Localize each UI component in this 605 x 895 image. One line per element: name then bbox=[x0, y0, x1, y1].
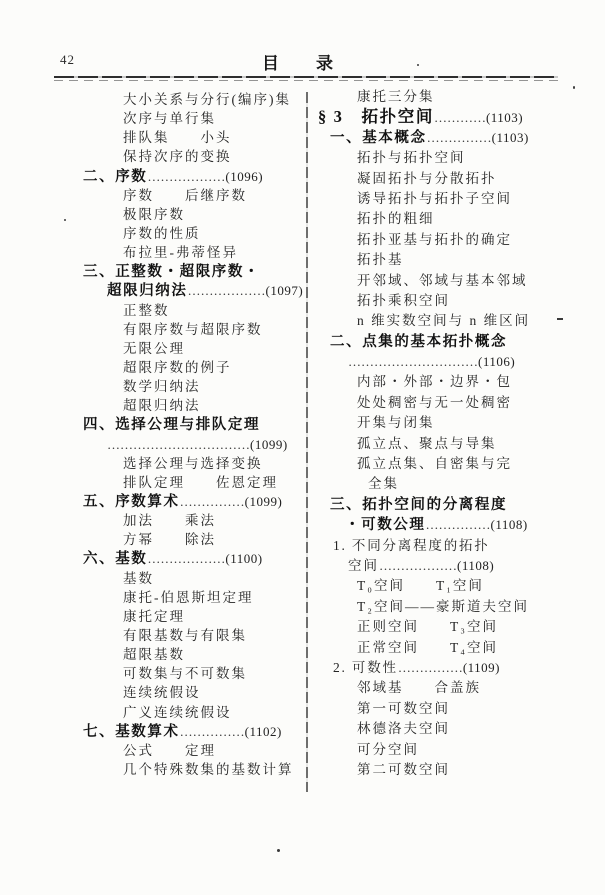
toc-line bbox=[83, 645, 305, 664]
toc-line-text: § 3 拓扑空间 bbox=[318, 107, 434, 127]
toc-line bbox=[318, 678, 586, 698]
header-rule-shadow bbox=[54, 80, 558, 81]
toc-line bbox=[318, 474, 586, 494]
toc-line-text: 康托定理 bbox=[123, 608, 185, 624]
toc-line-text: 序数 后继序数 bbox=[123, 187, 247, 203]
toc-page-ref: (1109) bbox=[462, 659, 500, 675]
toc-line bbox=[318, 536, 586, 556]
toc-line-text: 正常空间 T₄空间 bbox=[357, 639, 498, 655]
toc-line-text: 序数的性质 bbox=[123, 225, 201, 241]
toc-line-text: 广义连续统假设 bbox=[123, 704, 232, 720]
toc-line-text: 几个特殊数集的基数计算 bbox=[123, 761, 294, 777]
toc-line bbox=[83, 607, 305, 626]
toc-line bbox=[318, 332, 586, 352]
toc-line-text: 康托三分集 bbox=[357, 89, 435, 104]
toc-line bbox=[83, 588, 305, 607]
toc-line bbox=[83, 703, 305, 722]
toc-line-text: 超限基数 bbox=[123, 647, 185, 663]
toc-line bbox=[318, 107, 586, 127]
toc-page-ref: (1097) bbox=[265, 283, 304, 299]
toc-line-text: 内部・外部・边界・包 bbox=[357, 374, 512, 390]
toc-line-text: 正则空间 T₃空间 bbox=[357, 619, 498, 635]
toc-line-text: 保持次序的变换 bbox=[123, 149, 232, 165]
toc-line bbox=[83, 147, 305, 166]
toc-line bbox=[318, 189, 586, 209]
toc-line-text: 连续统假设 bbox=[123, 685, 201, 701]
toc-line bbox=[83, 664, 305, 683]
toc-line bbox=[83, 186, 305, 205]
toc-line bbox=[318, 515, 586, 535]
toc-line bbox=[83, 281, 305, 300]
toc-line-text: 有限基数与有限集 bbox=[123, 627, 247, 643]
dot-leader: …………… bbox=[179, 723, 245, 739]
dot-leader: ………………………… bbox=[348, 354, 478, 370]
toc-line bbox=[318, 740, 586, 760]
toc-line bbox=[318, 87, 586, 107]
toc-line-text: 林德洛夫空间 bbox=[357, 721, 450, 737]
toc-line-text: 选择公理与选择变换 bbox=[123, 455, 263, 471]
toc-page-ref: (1102) bbox=[244, 723, 282, 739]
toc-line bbox=[318, 434, 586, 454]
toc-line bbox=[83, 224, 305, 243]
toc-line-text: 孤立点、聚点与导集 bbox=[357, 435, 497, 451]
toc-line bbox=[318, 352, 586, 372]
toc-line-text: 加法 乘法 bbox=[123, 513, 216, 529]
toc-line bbox=[83, 396, 305, 415]
toc-line bbox=[318, 760, 586, 780]
toc-line bbox=[318, 291, 586, 311]
toc-line-text: 七、基数算术 bbox=[83, 723, 180, 740]
toc-line-text: 方幂 除法 bbox=[123, 532, 216, 548]
toc-line-text: ・可数公理 bbox=[345, 517, 426, 534]
toc-line-text: 2. 可数性 bbox=[333, 659, 398, 675]
toc-line-text: 处处稠密与无一处稠密 bbox=[357, 394, 512, 410]
toc-line bbox=[83, 473, 305, 492]
toc-line-text: 基数 bbox=[123, 570, 154, 586]
toc-line bbox=[318, 576, 586, 596]
toc-line bbox=[318, 250, 586, 270]
toc-line-text: 次序与单行集 bbox=[123, 111, 216, 127]
toc-line-text: 二、点集的基本拓扑概念 bbox=[330, 333, 508, 350]
toc-line-text: 一、基本概念 bbox=[330, 129, 427, 146]
toc-line bbox=[83, 109, 305, 128]
scan-speck bbox=[557, 318, 563, 320]
toc-line bbox=[83, 492, 305, 511]
toc-line-text: 诱导拓扑与拓扑子空间 bbox=[357, 190, 512, 206]
toc-line-text: 孤立点集、自密集与完 bbox=[357, 456, 512, 472]
toc-line bbox=[83, 549, 305, 568]
toc-line-text: 1. 不同分离程度的拓扑 bbox=[333, 537, 490, 553]
toc-line-text: 三、拓扑空间的分离程度 bbox=[330, 496, 508, 513]
toc-line bbox=[83, 205, 305, 224]
toc-line bbox=[83, 760, 305, 779]
toc-line-text: 康托-伯恩斯坦定理 bbox=[123, 589, 254, 605]
toc-line bbox=[83, 301, 305, 320]
scan-speck bbox=[277, 849, 280, 852]
toc-line bbox=[318, 393, 586, 413]
toc-line bbox=[83, 415, 305, 434]
toc-line-text: 邻域基 合盖族 bbox=[357, 680, 481, 696]
toc-line-text: 排队集 小头 bbox=[123, 130, 232, 146]
toc-line-text: n 维实数空间与 n 维区间 bbox=[357, 313, 531, 329]
toc-line-text: 拓扑亚基与拓扑的确定 bbox=[357, 231, 512, 247]
toc-line bbox=[83, 358, 305, 377]
toc-line-text: 超限序数的例子 bbox=[123, 359, 232, 375]
toc-page-ref: (1099) bbox=[244, 493, 283, 509]
toc-line bbox=[318, 658, 586, 678]
toc-page-ref: (1108) bbox=[490, 517, 528, 533]
toc-line bbox=[318, 495, 586, 515]
dot-leader: ………… bbox=[433, 110, 486, 126]
toc-line bbox=[83, 722, 305, 741]
toc-line bbox=[318, 230, 586, 250]
toc-line-text: 四、选择公理与排队定理 bbox=[83, 417, 261, 434]
toc-page-ref: (1108) bbox=[457, 557, 495, 573]
toc-line bbox=[83, 683, 305, 702]
toc-line-text: T₂空间——豪斯道夫空间 bbox=[357, 598, 529, 614]
toc-line bbox=[318, 413, 586, 433]
toc-line bbox=[83, 377, 305, 396]
toc-line bbox=[318, 209, 586, 229]
toc-line-text: 全集 bbox=[368, 476, 399, 492]
toc-line-text: 公式 定理 bbox=[123, 742, 216, 758]
toc-line bbox=[318, 311, 586, 331]
toc-line-text: 五、序数算术 bbox=[83, 493, 180, 510]
toc-line-text: 三、正整数・超限序数・ bbox=[83, 264, 261, 281]
toc-line-text: 拓扑的粗细 bbox=[357, 211, 435, 227]
header-rule bbox=[54, 76, 558, 78]
toc-line-text: 超限归纳法 bbox=[123, 398, 201, 414]
toc-line bbox=[83, 90, 305, 109]
toc-line-text: 凝固拓扑与分散拓扑 bbox=[357, 170, 497, 186]
toc-line-text: 第一可数空间 bbox=[357, 700, 450, 716]
toc-line bbox=[318, 372, 586, 392]
toc-line bbox=[318, 556, 586, 576]
toc-line bbox=[83, 530, 305, 549]
toc-column-right bbox=[318, 87, 586, 780]
toc-line-text: 拓扑乘积空间 bbox=[357, 292, 450, 308]
toc-page-ref: (1096) bbox=[225, 168, 264, 184]
toc-line-text: 正整数 bbox=[123, 302, 170, 318]
toc-line bbox=[83, 435, 305, 454]
scan-speck bbox=[64, 219, 66, 221]
toc-line bbox=[83, 128, 305, 147]
toc-line bbox=[318, 271, 586, 291]
toc-line-text: T₀空间 T₁空间 bbox=[357, 578, 484, 594]
toc-line bbox=[318, 454, 586, 474]
toc-line-text: 拓扑与拓扑空间 bbox=[357, 150, 466, 166]
dot-leader: ……………… bbox=[147, 551, 226, 567]
toc-line bbox=[318, 638, 586, 658]
toc-line bbox=[83, 741, 305, 760]
scan-speck bbox=[573, 86, 575, 89]
toc-line bbox=[83, 339, 305, 358]
toc-line bbox=[83, 454, 305, 473]
toc-line-text: 排队定理 佐恩定理 bbox=[123, 474, 278, 490]
toc-page-ref: (1103) bbox=[485, 110, 524, 126]
dot-leader: …………… bbox=[179, 493, 245, 509]
toc-line-text: 可分空间 bbox=[357, 741, 419, 757]
toc-line bbox=[318, 597, 586, 617]
toc-line bbox=[83, 569, 305, 588]
column-divider bbox=[306, 92, 308, 792]
toc-line-text: 开集与闭集 bbox=[357, 415, 435, 431]
toc-line-text: 数学归纳法 bbox=[123, 379, 201, 395]
toc-line bbox=[318, 148, 586, 168]
toc-line bbox=[83, 511, 305, 530]
toc-line-text: 第二可数空间 bbox=[357, 761, 450, 777]
toc-line bbox=[318, 719, 586, 739]
dot-leader: ……………… bbox=[147, 168, 226, 184]
scan-speck bbox=[417, 64, 419, 66]
dot-leader: …………… bbox=[426, 129, 492, 145]
toc-line bbox=[83, 626, 305, 645]
toc-page-ref: (1100) bbox=[225, 551, 263, 567]
toc-line-text: 六、基数 bbox=[83, 551, 148, 568]
toc-line bbox=[83, 262, 305, 281]
toc-line-text: 有限序数与超限序数 bbox=[123, 321, 263, 337]
dot-leader: ……………… bbox=[379, 557, 457, 573]
toc-line-text: 可数集与不可数集 bbox=[123, 666, 247, 682]
toc-line-text: 二、序数 bbox=[83, 168, 148, 185]
dot-leader: …………………………… bbox=[107, 436, 250, 452]
toc-line bbox=[318, 699, 586, 719]
toc-line bbox=[318, 169, 586, 189]
toc-line-text: 大小关系与分行(编序)集 bbox=[123, 92, 291, 107]
toc-line-text: 无限公理 bbox=[123, 340, 185, 356]
page-number: 42 bbox=[60, 52, 75, 67]
toc-line bbox=[83, 243, 305, 262]
toc-column-left bbox=[83, 90, 305, 779]
toc-line-text: 布拉里-弗蒂怪异 bbox=[123, 245, 238, 261]
dot-leader: …………… bbox=[397, 659, 463, 675]
toc-page-ref: (1099) bbox=[250, 436, 288, 452]
toc-line bbox=[83, 167, 305, 186]
dot-leader: …………… bbox=[425, 517, 491, 533]
toc-page-ref: (1106) bbox=[478, 354, 516, 370]
toc-line-text: 拓扑基 bbox=[357, 252, 404, 268]
toc-line-text: 极限序数 bbox=[123, 206, 185, 222]
toc-line bbox=[83, 320, 305, 339]
dot-leader: ……………… bbox=[187, 283, 266, 299]
toc-line bbox=[318, 128, 586, 148]
toc-line-text: 开邻域、邻域与基本邻域 bbox=[357, 272, 528, 288]
toc-line-text: 超限归纳法 bbox=[107, 283, 188, 300]
toc-page-ref: (1103) bbox=[491, 129, 529, 145]
page-title: 目 录 bbox=[262, 54, 343, 73]
toc-line-text: 空间 bbox=[348, 557, 379, 573]
toc-line bbox=[318, 617, 586, 637]
